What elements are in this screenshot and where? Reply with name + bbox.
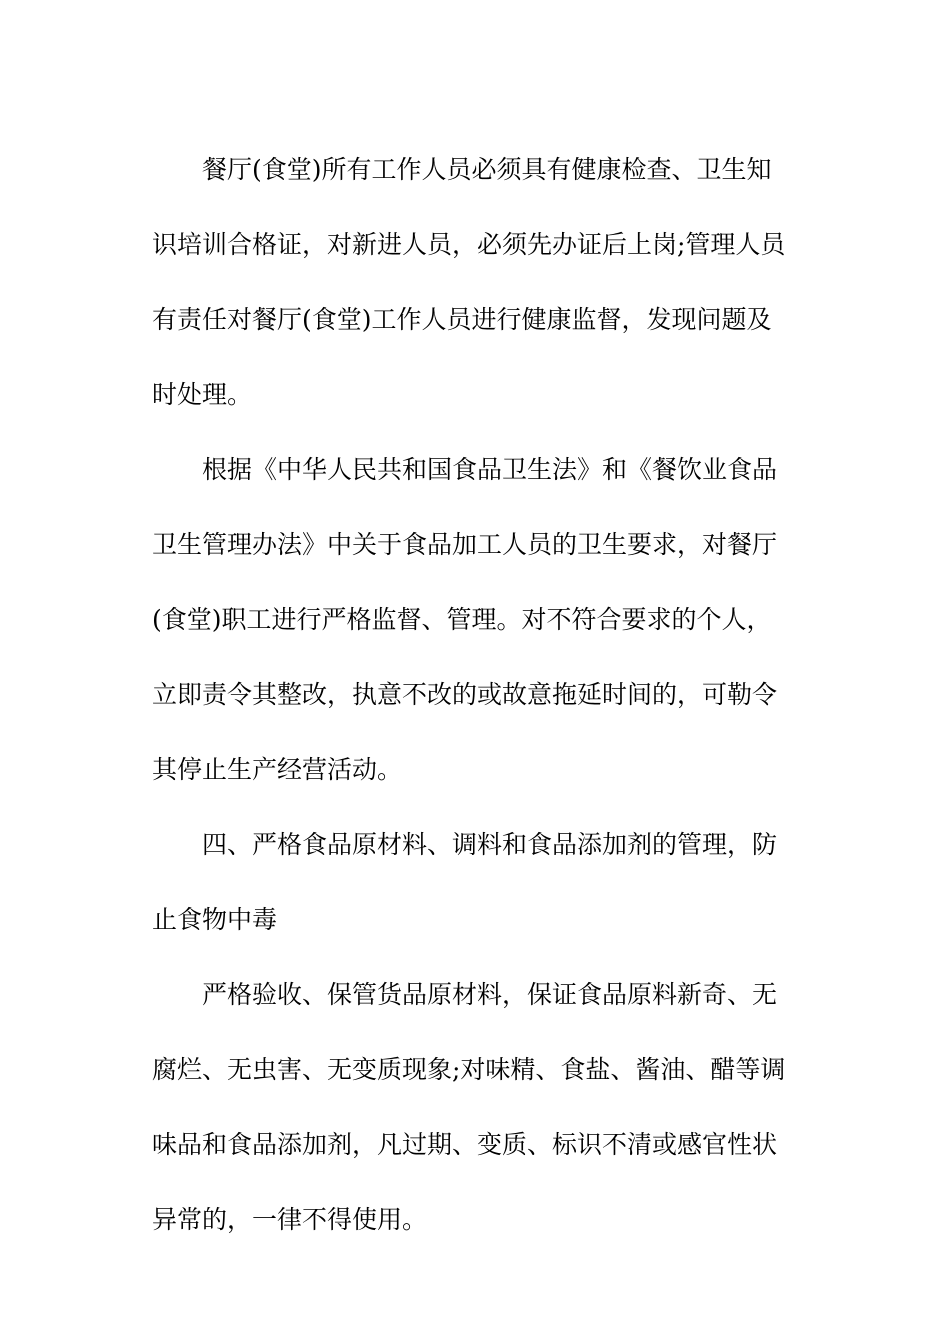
paragraph-hygiene-law	[152, 432, 802, 807]
document-body	[152, 132, 802, 1257]
text-line: 识培训合格证，对新进人员，必须先办证后上岗;管理人员	[152, 230, 786, 259]
text-line: 时处理。	[152, 380, 253, 409]
text-line: 有责任对餐厅(食堂)工作人员进行健康监督，发现问题及	[152, 305, 772, 334]
paragraph-raw-materials	[152, 957, 802, 1257]
text-line: 严格验收、保管货品原材料，保证食品原料新奇、无	[202, 980, 778, 1009]
text-line: 异常的，一律不得使用。	[152, 1205, 428, 1234]
paragraph-health-certificate	[152, 132, 802, 432]
text-line: 四、严格食品原材料、调料和食品添加剂的管理，防	[202, 830, 778, 859]
text-line: 卫生管理办法》中关于食品加工人员的卫生要求，对餐厅	[152, 530, 778, 559]
text-line: 止食物中毒	[152, 905, 278, 934]
text-line: (食堂)职工进行严格监督、管理。对不符合要求的个人，	[152, 605, 772, 634]
section-heading-four	[152, 807, 802, 957]
text-line: 其停止生产经营活动。	[152, 755, 403, 784]
text-line: 根据《中华人民共和国食品卫生法》和《餐饮业食品	[202, 455, 778, 484]
text-line: 立即责令其整改，执意不改的或故意拖延时间的，可勒令	[152, 680, 778, 709]
text-line: 味品和食品添加剂，凡过期、变质、标识不清或感官性状	[152, 1130, 778, 1159]
text-line: 腐烂、无虫害、无变质现象;对味精、食盐、酱油、醋等调	[152, 1055, 786, 1084]
text-line: 餐厅(食堂)所有工作人员必须具有健康检查、卫生知	[202, 155, 772, 184]
